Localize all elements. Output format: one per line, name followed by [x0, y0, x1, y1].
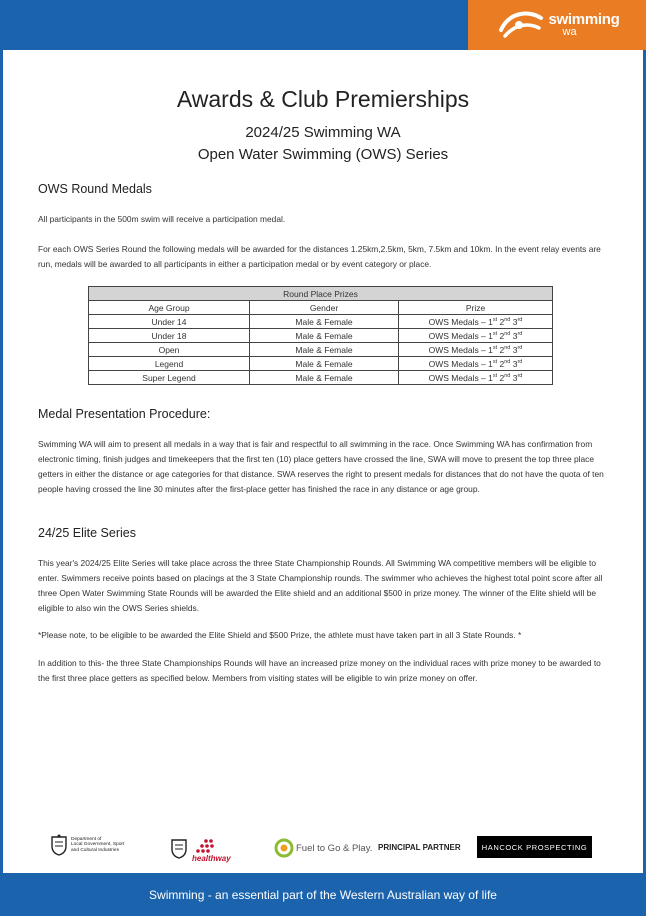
paragraph-presentation-procedure: Swimming WA will aim to present all medals in a way that is fair and respectful to all swimming in the race. Once Swimming WA has confirmation from electronic timing, finish judges and timekeepers that the first ten (10) place getters have crossed the line, SWA will move to present the top three place getters in either the distance or age categories for that distance. SWA reserves the right to present medals for distances that do not have the quota of ten people having crossed the line 30 minutes after the first-place getter has finished the race in any distance or age group. [38, 439, 604, 494]
table-row [89, 371, 553, 385]
cell-age-group: Under 18 [89, 329, 250, 343]
fuel-text: Fuel to Go & Play. [296, 842, 373, 854]
wa-crest-icon [50, 834, 68, 856]
sponsor-logos [0, 828, 646, 868]
table-row [89, 357, 553, 371]
healthway-logo [170, 832, 231, 863]
healthway-text: healthway [192, 854, 231, 863]
paragraph-participation: All participants in the 500m swim will receive a participation medal. [38, 214, 286, 224]
hancock-prospecting-logo: HANCOCK PROSPECTING [477, 836, 592, 858]
column-header-prize: Prize [399, 301, 553, 315]
cell-gender: Male & Female [250, 329, 399, 343]
paragraph-prize-money: In addition to this- the three State Championships Rounds will have an increased prize money on the individual races with prize money to be awarded to the first three place getters as specified below. Members from visiting states will be eligible to win prize money on offer. [38, 658, 601, 683]
paragraph-elite-note: *Please note, to be eligible to be awarded the Elite Shield and $500 Prize, the athlete must have taken part in all 3 State Rounds. * [38, 630, 522, 640]
page-subtitle-year: 2024/25 Swimming WA [245, 124, 401, 141]
logo-text-swimming: swimming [548, 11, 620, 28]
swirl-icon [495, 8, 545, 42]
table-row [89, 343, 553, 357]
section-heading-round-medals: OWS Round Medals [38, 182, 152, 196]
page-title: Awards & Club Premierships [176, 86, 470, 112]
cell-gender: Male & Female [250, 315, 399, 329]
page-subtitle-series: Open Water Swimming (OWS) Series [197, 146, 449, 163]
principal-partner-label: PRINCIPAL PARTNER [378, 843, 461, 852]
table-row [89, 329, 553, 343]
column-header-age-group: Age Group [89, 301, 250, 315]
dlgsc-line-3: and Cultural Industries [71, 847, 119, 853]
cell-prize: OWS Medals – 1st 2nd 3rd [399, 371, 553, 385]
cell-prize: OWS Medals – 1st 2nd 3rd [399, 357, 553, 371]
cell-gender: Male & Female [250, 343, 399, 357]
cell-gender: Male & Female [250, 371, 399, 385]
cell-age-group: Super Legend [89, 371, 250, 385]
paragraph-elite-series: This year's 2024/25 Elite Series will take place across the three State Championship Rounds. All Swimming WA competitive members will be eligible to enter. Swimmers receive points based on placings at the 3 State Championship rounds. The swimmer who achieves the highest total point score after all three Open Water Swimming State Rounds will be awarded the Elite shield and an additional $500 in prize money. The winner of the Elite shield will be eligible to also win the OWS Series shields. [38, 558, 603, 613]
section-heading-elite-series: 24/25 Elite Series [38, 526, 136, 540]
paragraph-medal-distances: For each OWS Series Round the following medals will be awarded for the distances 1.25km,2.5km, 5km, 7.5km and 10km. In the event relay events are run, medals will be awarded to all participants in either a participation medal or by event category or place. [38, 244, 601, 269]
cell-age-group: Under 14 [89, 315, 250, 329]
footer-tagline: Swimming - an essential part of the Western Australian way of life [0, 873, 646, 916]
cell-prize: OWS Medals – 1st 2nd 3rd [399, 315, 553, 329]
cell-prize: OWS Medals – 1st 2nd 3rd [399, 343, 553, 357]
dlgsc-line-1: Department of [71, 836, 102, 842]
dlgsc-line-2: Local Government, Sport [71, 842, 125, 848]
dlgsc-logo [50, 834, 124, 856]
section-heading-medal-presentation: Medal Presentation Procedure: [38, 407, 211, 421]
round-place-prizes-table [88, 286, 553, 385]
table-row [89, 315, 553, 329]
cell-age-group: Open [89, 343, 250, 357]
logo-text-wa: wa [562, 26, 577, 38]
fuel-to-go-and-play-logo [274, 838, 372, 858]
cell-gender: Male & Female [250, 357, 399, 371]
cell-prize: OWS Medals – 1st 2nd 3rd [399, 329, 553, 343]
fuel-swirl-icon [274, 838, 294, 858]
wa-crest-icon [170, 837, 188, 859]
cell-age-group: Legend [89, 357, 250, 371]
swimming-wa-logo [468, 0, 646, 50]
column-header-gender: Gender [250, 301, 399, 315]
table-caption: Round Place Prizes [89, 287, 553, 301]
